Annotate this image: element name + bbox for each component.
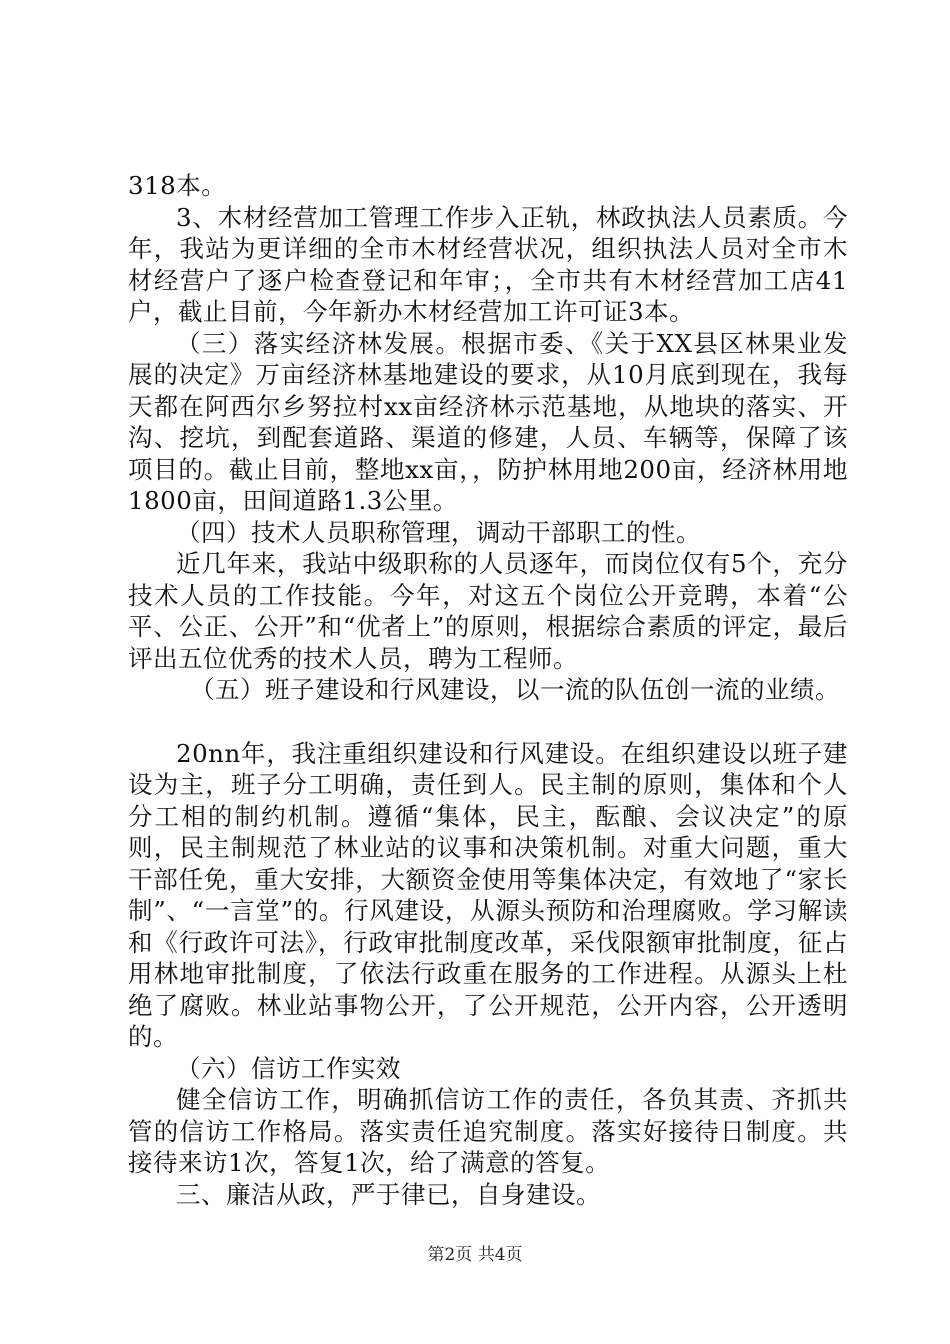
paragraph-heading-petitions: （六）信访工作实效 — [176, 1053, 401, 1083]
document-body — [128, 170, 848, 1210]
paragraph-heading-team-building: （五）班子建设和行风建设，以一流的队伍创一流的业绩。 — [190, 675, 840, 704]
paragraph-economic-forest: （三）落实经济林发展。根据市委、《关于XX县区林果业发展的决定》万亩经济林基地建设的要求，从10月底到现在，我每天都在阿西尔乡努拉村xx亩经济林示范基地，从地块的落实、开沟、挖坑，到配套道路、渠道的修建，人员、车辆等，保障了该项目的。截止目前，整地xx亩，，防护林用地200亩，经济林用地1800亩，田间道路1.3公里。 — [128, 328, 848, 515]
paragraph-heading-technical-staff: （四）技术人员职称管理，调动干部职工的性。 — [176, 517, 701, 547]
paragraph-continuation: 318本。 — [128, 171, 227, 200]
paragraph-petitions: 健全信访工作，明确抓信访工作的责任，各负其责、齐抓共管的信访工作格局。落实责任追究制度。落实好接待日制度。共接待来访1次，答复1次，给了满意的答复。 — [128, 1085, 848, 1177]
paragraph-heading-integrity: 三、廉洁从政，严于律已，自身建设。 — [176, 1179, 601, 1209]
paragraph-timber-management: 3、木材经营加工管理工作步入正轨，林政执法人员素质。今年，我站为更详细的全市木材经营状况，组织执法人员对全市木材经营户了逐户检查登记和年审；，全市共有木材经营加工店41户，截止目前，今年新办木材经营加工许可证3本。 — [128, 202, 848, 326]
paragraph-technical-staff: 近几年来，我站中级职称的人员逐年，而岗位仅有5个，充分技术人员的工作技能。今年，对这五个岗位公开竞聘，本着“公平、公正、公开”和“优者上”的原则，根据综合素质的评定，最后评出五位优秀的技术人员，聘为工程师。 — [128, 549, 848, 673]
page-footer: 第2页 共4页 — [427, 1245, 523, 1265]
paragraph-gap — [128, 706, 848, 738]
paragraph-team-building: 20nn年，我注重组织建设和行风建设。在组织建设以班子建设为主，班子分工明确，责任到人。民主制的原则，集体和个人分工相的制约机制。遵循“集体，民主，酝酿、会议决定”的原则，民主制规范了林业站的议事和决策机制。对重大问题，重大干部任免，重大安排，大额资金使用等集体决定，有效地了“家长制”、“一言堂”的。行风建设，从源头预防和治理腐败。学习解读和《行政许可法》，行政审批制度改革，采伐限额审批制度，征占用林地审批制度，了依法行政重在服务的工作进程。从源头上杜绝了腐败。林业站事物公开，了公开规范，公开内容，公开透明的。 — [128, 738, 848, 1051]
